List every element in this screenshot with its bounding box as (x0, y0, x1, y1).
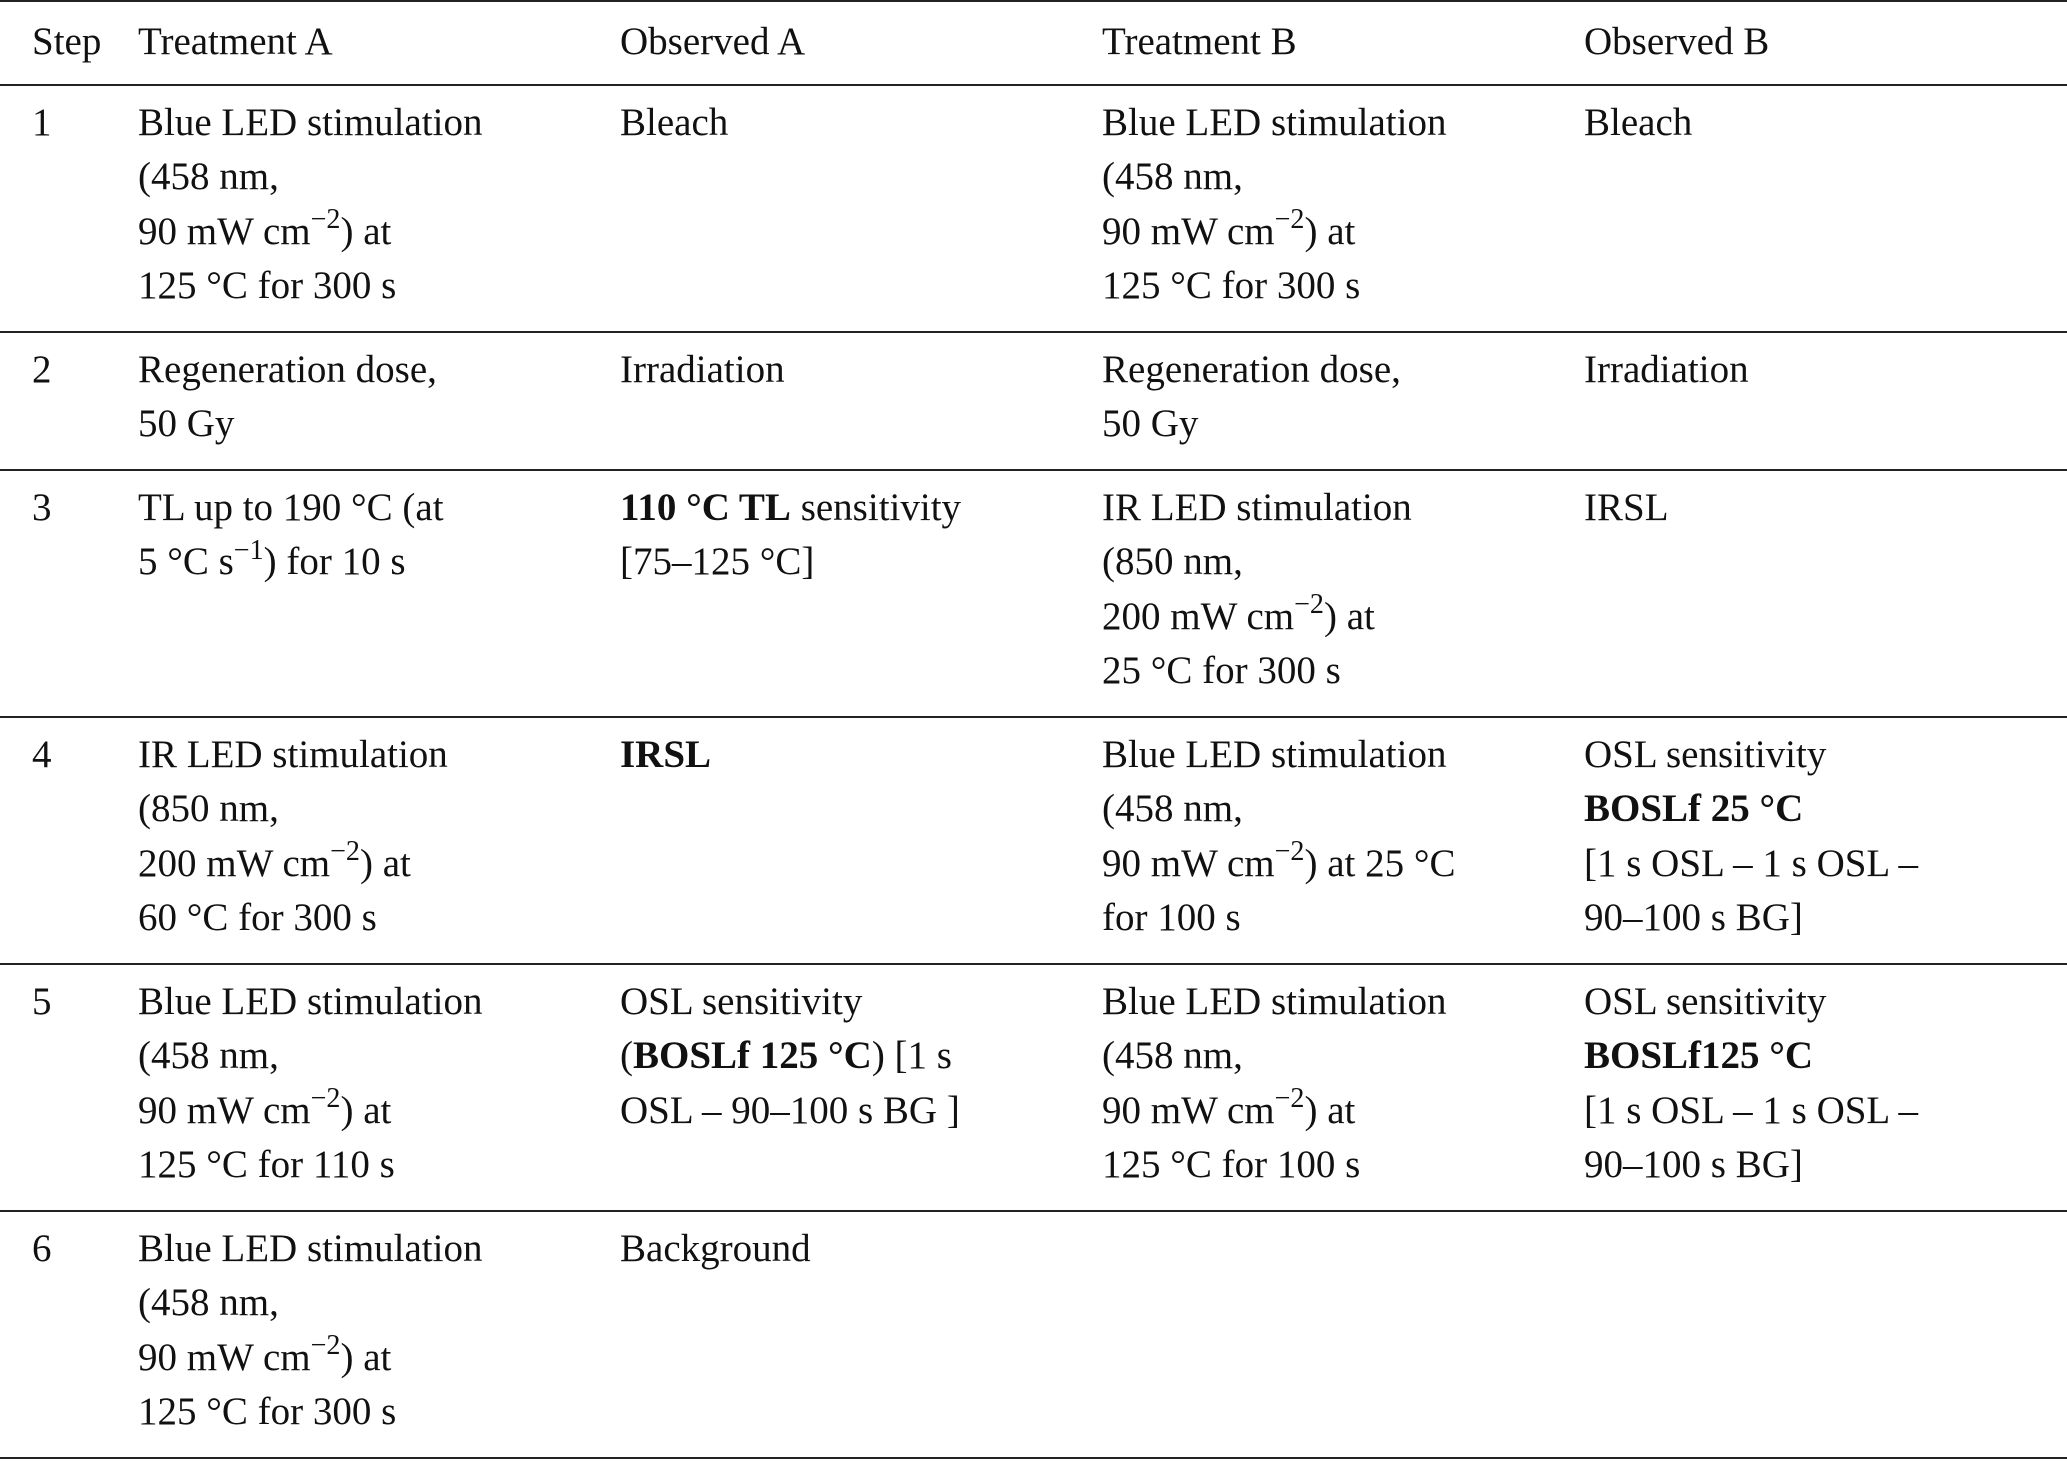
cell-text: TL up to 190 °C (at (138, 485, 444, 529)
cell-text: 5 °C s (138, 540, 234, 583)
cell-line (1102, 535, 1584, 590)
cell-line (138, 782, 620, 837)
cell-text: (850 nm, (1102, 540, 1243, 583)
cell-line (620, 975, 1102, 1030)
cell-text: ) at (359, 841, 411, 885)
table-body (0, 85, 2067, 1458)
cell-text: 200 mW cm (138, 841, 331, 885)
cell-text: 90–100 s BG] (1584, 896, 1803, 939)
cell-text: OSL – 90–100 s BG ] (620, 1088, 960, 1132)
treatment-b-cell (1102, 332, 1584, 470)
cell-text: (458 nm, (1102, 1034, 1243, 1077)
cell-superscript: −2 (310, 1330, 341, 1362)
cell-text: 90 mW cm (1102, 1088, 1275, 1132)
cell-text: (458 nm, (138, 155, 279, 198)
cell-line (620, 1222, 1102, 1277)
cell-text: Bleach (1584, 100, 1693, 144)
cell-line (138, 96, 620, 151)
cell-line (138, 397, 620, 452)
cell-text: OSL sensitivity (1584, 732, 1827, 776)
cell-line (1584, 1029, 2067, 1084)
cell-line (620, 1029, 1102, 1084)
cell-text: 25 °C for 300 s (1102, 649, 1341, 692)
cell-text: ) at (1323, 594, 1375, 638)
step-cell: 2 (32, 347, 52, 391)
cell-text: (458 nm, (138, 1281, 279, 1324)
cell-bold-text: BOSLf 25 °C (1584, 787, 1804, 830)
observed-b-cell (1584, 470, 2067, 717)
observed-b-cell (1584, 1211, 2067, 1458)
table-row (0, 717, 2067, 964)
observed-b-cell (1584, 717, 2067, 964)
cell-text: ) [1 s (871, 1034, 952, 1077)
cell-text: 90 mW cm (138, 1335, 311, 1379)
cell-line (138, 481, 620, 536)
cell-line (1102, 1138, 1584, 1193)
treatment-b-cell (1102, 717, 1584, 964)
cell-line (138, 150, 620, 205)
cell-text: ) at (1304, 1088, 1356, 1132)
cell-line (1102, 205, 1584, 260)
step-cell: 6 (32, 1226, 52, 1270)
cell-line (620, 728, 1102, 783)
cell-text: ( (620, 1034, 633, 1077)
cell-text: (850 nm, (138, 787, 279, 830)
cell-line (1102, 481, 1584, 536)
treatment-a-cell (138, 717, 620, 964)
cell-line (138, 1138, 620, 1193)
observed-a-cell (620, 470, 1102, 717)
cell-line (1102, 397, 1584, 452)
cell-text: 125 °C for 110 s (138, 1143, 395, 1186)
cell-line (138, 343, 620, 398)
cell-line (1584, 481, 2067, 536)
cell-line (1584, 891, 2067, 946)
cell-bold-text: BOSLf 125 °C (633, 1034, 872, 1077)
observed-a-cell (620, 332, 1102, 470)
cell-text: Regeneration dose, (138, 347, 437, 391)
header-row (0, 1, 2067, 85)
cell-line (1102, 644, 1584, 699)
cell-line (1102, 343, 1584, 398)
cell-line (138, 535, 620, 590)
cell-line (1584, 343, 2067, 398)
cell-text: 50 Gy (138, 402, 235, 445)
cell-text: Regeneration dose, (1102, 347, 1401, 391)
cell-line (1584, 728, 2067, 783)
cell-superscript: −2 (1274, 836, 1305, 868)
treatment-b-cell (1102, 964, 1584, 1211)
cell-bold-text: IRSL (620, 732, 712, 776)
cell-superscript: −2 (310, 204, 341, 236)
step-cell: 1 (32, 100, 52, 144)
observed-a-cell (620, 964, 1102, 1211)
cell-text: OSL sensitivity (1584, 979, 1827, 1023)
cell-text: 125 °C for 300 s (1102, 264, 1361, 307)
cell-line (1102, 891, 1584, 946)
cell-text: 125 °C for 100 s (1102, 1143, 1361, 1186)
cell-text: ) for 10 s (263, 540, 406, 583)
cell-superscript: −2 (330, 836, 360, 868)
cell-text: Irradiation (620, 347, 785, 391)
treatment-a-cell (138, 85, 620, 332)
cell-text: 60 °C for 300 s (138, 896, 377, 939)
table-row (0, 332, 2067, 470)
header-observed-a: Observed A (620, 20, 806, 63)
cell-line (138, 1029, 620, 1084)
cell-line (620, 96, 1102, 151)
cell-line (620, 343, 1102, 398)
cell-line (1584, 1138, 2067, 1193)
cell-line (1584, 837, 2067, 892)
cell-text: Irradiation (1584, 347, 1749, 391)
cell-line (1102, 975, 1584, 1030)
table-row (0, 85, 2067, 332)
cell-text: Blue LED stimulation (138, 979, 483, 1023)
cell-text: 90–100 s BG] (1584, 1143, 1803, 1186)
cell-text: 90 mW cm (1102, 209, 1275, 253)
cell-line (138, 891, 620, 946)
step-cell: 4 (32, 732, 52, 776)
cell-text: [75–125 °C] (620, 540, 815, 583)
cell-line (138, 837, 620, 892)
cell-line (1102, 837, 1584, 892)
cell-bold-text: BOSLf125 °C (1584, 1034, 1814, 1077)
cell-text: IRSL (1584, 485, 1669, 529)
cell-line (1584, 782, 2067, 837)
observed-b-cell (1584, 332, 2067, 470)
cell-text: IR LED stimulation (1102, 485, 1412, 529)
table-row (0, 1211, 2067, 1458)
treatment-b-cell (1102, 85, 1584, 332)
cell-text: ) at (1304, 209, 1356, 253)
cell-text: Background (620, 1226, 811, 1270)
cell-text: Blue LED stimulation (1102, 732, 1447, 776)
cell-text: Blue LED stimulation (1102, 100, 1447, 144)
cell-text: [1 s OSL – 1 s OSL – (1584, 841, 1919, 885)
cell-text: Blue LED stimulation (138, 100, 483, 144)
cell-text: ) at (340, 1088, 392, 1132)
table-row (0, 470, 2067, 717)
observed-b-cell (1584, 85, 2067, 332)
observed-b-cell (1584, 964, 2067, 1211)
cell-line (138, 1331, 620, 1386)
treatment-a-cell (138, 964, 620, 1211)
table-header (0, 1, 2067, 85)
cell-text: IR LED stimulation (138, 732, 448, 776)
cell-text: (458 nm, (138, 1034, 279, 1077)
observed-a-cell (620, 85, 1102, 332)
observed-a-cell (620, 717, 1102, 964)
cell-line (1102, 1029, 1584, 1084)
treatment-a-cell (138, 332, 620, 470)
cell-superscript: −2 (1274, 1083, 1305, 1115)
treatment-b-cell (1102, 470, 1584, 717)
cell-line (1102, 96, 1584, 151)
step-cell: 3 (32, 485, 52, 529)
cell-bold-text: 110 °C TL (620, 485, 791, 529)
cell-text: Blue LED stimulation (138, 1226, 483, 1270)
cell-superscript: −2 (1274, 204, 1305, 236)
cell-text: 125 °C for 300 s (138, 264, 397, 307)
cell-line (138, 259, 620, 314)
header-treatment-b: Treatment B (1102, 20, 1297, 63)
treatment-b-cell (1102, 1211, 1584, 1458)
cell-line (138, 1385, 620, 1440)
cell-text: ) at (340, 209, 392, 253)
cell-text: [1 s OSL – 1 s OSL – (1584, 1088, 1919, 1132)
cell-text: Blue LED stimulation (1102, 979, 1447, 1023)
cell-line (620, 481, 1102, 536)
cell-line (1102, 150, 1584, 205)
treatment-a-cell (138, 470, 620, 717)
header-observed-b: Observed B (1584, 20, 1770, 63)
header-step: Step (32, 20, 102, 63)
cell-text: OSL sensitivity (620, 979, 863, 1023)
cell-line (1102, 728, 1584, 783)
cell-text: 90 mW cm (138, 209, 311, 253)
header-treatment-a: Treatment A (138, 20, 333, 63)
cell-line (1102, 1084, 1584, 1139)
cell-line (1584, 96, 2067, 151)
cell-text: sensitivity (790, 485, 962, 529)
cell-text: ) at 25 °C (1304, 841, 1456, 885)
cell-text: Bleach (620, 100, 729, 144)
cell-line (138, 975, 620, 1030)
cell-superscript: −2 (1294, 589, 1324, 621)
treatment-a-cell (138, 1211, 620, 1458)
cell-text: ) at (340, 1335, 392, 1379)
cell-text: 125 °C for 300 s (138, 1390, 397, 1433)
cell-line (1584, 1084, 2067, 1139)
cell-line (138, 1084, 620, 1139)
cell-line (138, 728, 620, 783)
cell-line (1102, 259, 1584, 314)
cell-line (1102, 590, 1584, 645)
cell-line (1102, 782, 1584, 837)
cell-line (1584, 975, 2067, 1030)
cell-line (620, 1084, 1102, 1139)
cell-text: (458 nm, (1102, 155, 1243, 198)
cell-line (138, 1276, 620, 1331)
cell-text: 200 mW cm (1102, 594, 1295, 638)
cell-superscript: −1 (233, 534, 264, 566)
cell-text: 90 mW cm (1102, 841, 1275, 885)
cell-line (138, 1222, 620, 1277)
cell-superscript: −2 (310, 1083, 341, 1115)
table-row (0, 964, 2067, 1211)
cell-line (620, 535, 1102, 590)
cell-text: for 100 s (1102, 896, 1241, 939)
cell-text: (458 nm, (1102, 787, 1243, 830)
cell-text: 50 Gy (1102, 402, 1199, 445)
step-cell: 5 (32, 979, 52, 1023)
observed-a-cell (620, 1211, 1102, 1458)
cell-line (138, 205, 620, 260)
cell-text: 90 mW cm (138, 1088, 311, 1132)
